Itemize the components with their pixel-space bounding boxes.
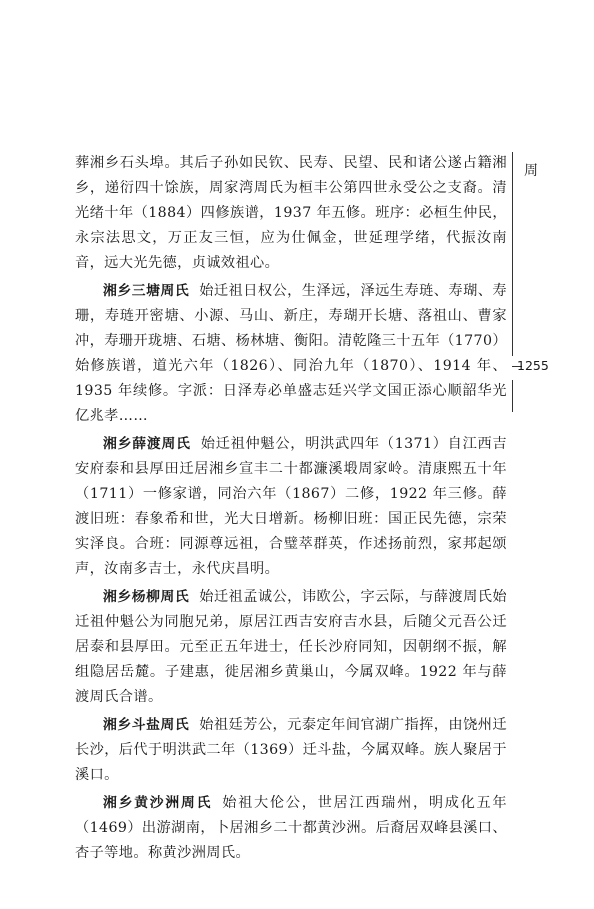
clan-entry-santang bbox=[75, 279, 507, 429]
clan-heading: 湘乡斗盐周氏 bbox=[103, 717, 190, 733]
clan-heading: 湘乡杨柳周氏 bbox=[103, 589, 190, 605]
clan-entry-xuedu bbox=[75, 432, 507, 582]
clan-text: 始祖廷芳公，元泰定年间官湖广指挥，由饶州迁长沙，后代于明洪武二年（1369）迁斗盐，今属双峰。族人聚居于溪口。 bbox=[75, 717, 508, 783]
clan-heading: 湘乡薛渡周氏 bbox=[103, 436, 191, 452]
margin-rule bbox=[512, 152, 513, 356]
margin-rule-lower bbox=[512, 380, 513, 412]
clan-entry-douyan bbox=[75, 713, 507, 788]
clan-entry-yangliu bbox=[75, 585, 507, 710]
clan-entry-huangshazhou bbox=[75, 791, 507, 866]
clan-text: 始祖大伦公，世居江西瑞州，明成化五年（1469）出游湖南，卜居湘乡二十都黄沙洲。后裔居双峰县溪口、杏子等地。称黄沙洲周氏。 bbox=[75, 795, 508, 861]
clan-text: 始迁祖仲魁公，明洪武四年（1371）自江西吉安府泰和县厚田迁居湘乡宣丰二十都濂溪塅周家岭。清康熙五十年（1711）一修家谱，同治六年（1867）二修，1922 年三修。薛渡旧班：春象希和世，光大日增新。杨柳旧班：国正民先德，宗荣实泽良。合班：同源尊远祖，合璧萃群英，作述扬前烈，家邦起颂声，汝南多吉士，永代庆昌明。 bbox=[75, 436, 507, 577]
body-text bbox=[75, 151, 507, 866]
clan-text: 始迁祖孟诚公，讳欧公，字云际，与薛渡周氏始迁祖仲魁公为同胞兄弟，原居江西吉安府吉水县，后随父元吾公迁居泰和县厚田。元至正五年进士，任长沙府同知，因朝纲不振，解组隐居岳麓。子建惠，徙居湘乡黄巢山，今属双峰。1922 年与薛渡周氏合谱。 bbox=[75, 589, 508, 705]
running-section-title: 周 bbox=[524, 163, 538, 179]
clan-text: 始迁祖日权公，生泽远，泽远生寿琏、寿瑚、寿珊，寿琏开密塘、小源、马山、新庄，寿瑚开长塘、落祖山、曹家冲，寿珊开珑塘、石塘、杨林塘、衡阳。清乾隆三十五年（1770）始修族谱，道光六年（1826）、同治九年（1870）、1914 年、1935 年续修。字派：日泽寿必单盛志廷兴学文国正添心顺韶华光亿兆孝…… bbox=[75, 283, 508, 424]
continuation-paragraph: 葬湘乡石头埠。其后子孙如民钦、民寿、民望、民和诸公遂占籍湘乡，递衍四十馀族，周家湾周氏为桓丰公第四世永受公之支裔。清光绪十年（1884）四修族谱，1937 年五修。班序：必桓生仲民，永宗法思文，万正友三恒，应为仕佩金，世延理学绪，代振汝南音，远大光先德，贞诚效祖心。 bbox=[75, 155, 507, 271]
clan-heading: 湘乡黄沙洲周氏 bbox=[103, 795, 213, 811]
clan-heading: 湘乡三塘周氏 bbox=[103, 283, 190, 299]
page-number: 1255 bbox=[517, 358, 549, 373]
